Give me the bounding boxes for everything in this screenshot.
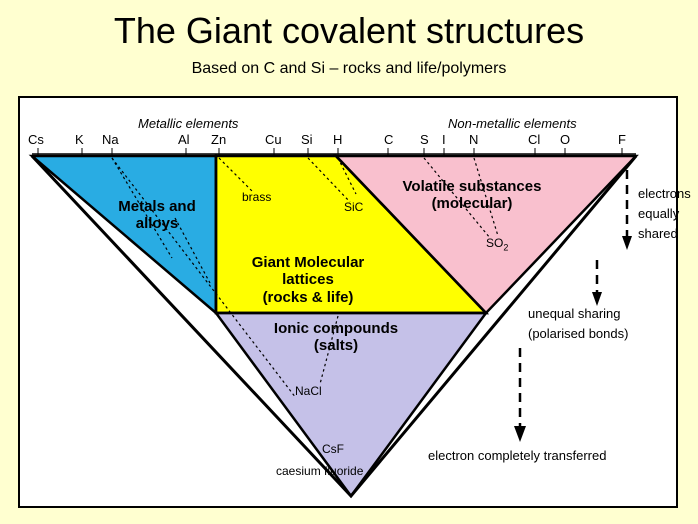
- annotation-transferred: electron completely transferred: [428, 448, 607, 463]
- annotation-electrons-line3: shared: [638, 226, 678, 241]
- zone-label-giant: [221, 254, 395, 306]
- callout-nacl: NaCl: [295, 384, 322, 398]
- element-na: Na: [102, 132, 119, 147]
- element-cu: Cu: [265, 132, 282, 147]
- zone-label-ionic-line2: (salts): [313, 337, 359, 355]
- callout-sic: SiC: [344, 200, 364, 214]
- element-o: O: [560, 132, 571, 147]
- header-metallic: Metallic elements: [138, 116, 239, 131]
- element-cs: Cs: [28, 132, 44, 147]
- zone-label-volatile: [377, 178, 567, 213]
- zone-label-giant-line3: (rocks & life): [262, 288, 354, 306]
- zone-label-ionic: [243, 320, 429, 355]
- element-al: Al: [178, 132, 190, 147]
- zone-label-ionic-line1: Ionic compounds: [273, 320, 399, 337]
- slide-subtitle: Based on C and Si – rocks and life/polymers: [191, 60, 507, 77]
- zone-metals: [32, 156, 216, 313]
- zone-label-giant-line1: Giant Molecular: [251, 254, 365, 271]
- element-f: F: [618, 132, 626, 147]
- element-c: C: [384, 132, 394, 147]
- annotation-unequal-line2: (polarised bonds): [528, 326, 629, 341]
- zone-label-volatile-line1: Volatile substances: [402, 178, 542, 195]
- element-cl: Cl: [528, 132, 541, 147]
- callout-csf: CsF: [322, 442, 344, 456]
- callout-brass: brass: [242, 190, 272, 204]
- callout-so2: $SO_2$: [486, 236, 509, 253]
- bonding-triangle-diagram: [18, 96, 691, 508]
- zone-label-metals-line1: Metals and: [118, 198, 196, 215]
- annotation-electrons-line2: equally: [638, 206, 680, 221]
- annotation-electrons-line1: electrons: [638, 186, 691, 201]
- element-i: I: [442, 132, 446, 147]
- element-zn: Zn: [211, 132, 227, 147]
- element-k: K: [75, 132, 84, 147]
- zone-label-volatile-line2: (molecular): [431, 195, 513, 213]
- element-s: S: [420, 132, 429, 147]
- slide-title: The Giant covalent structures: [113, 10, 585, 51]
- zone-label-giant-line2: lattices: [282, 271, 334, 289]
- element-si: Si: [301, 132, 313, 147]
- header-nonmetallic: Non-metallic elements: [448, 116, 577, 131]
- zone-label-metals-line2: alloys: [135, 215, 179, 233]
- element-n: N: [469, 132, 479, 147]
- annotation-unequal-line1: unequal sharing: [528, 306, 621, 321]
- diagram-caption: caesium fluoride: [276, 464, 364, 478]
- element-h: H: [333, 132, 343, 147]
- zone-label-metals: [92, 198, 222, 233]
